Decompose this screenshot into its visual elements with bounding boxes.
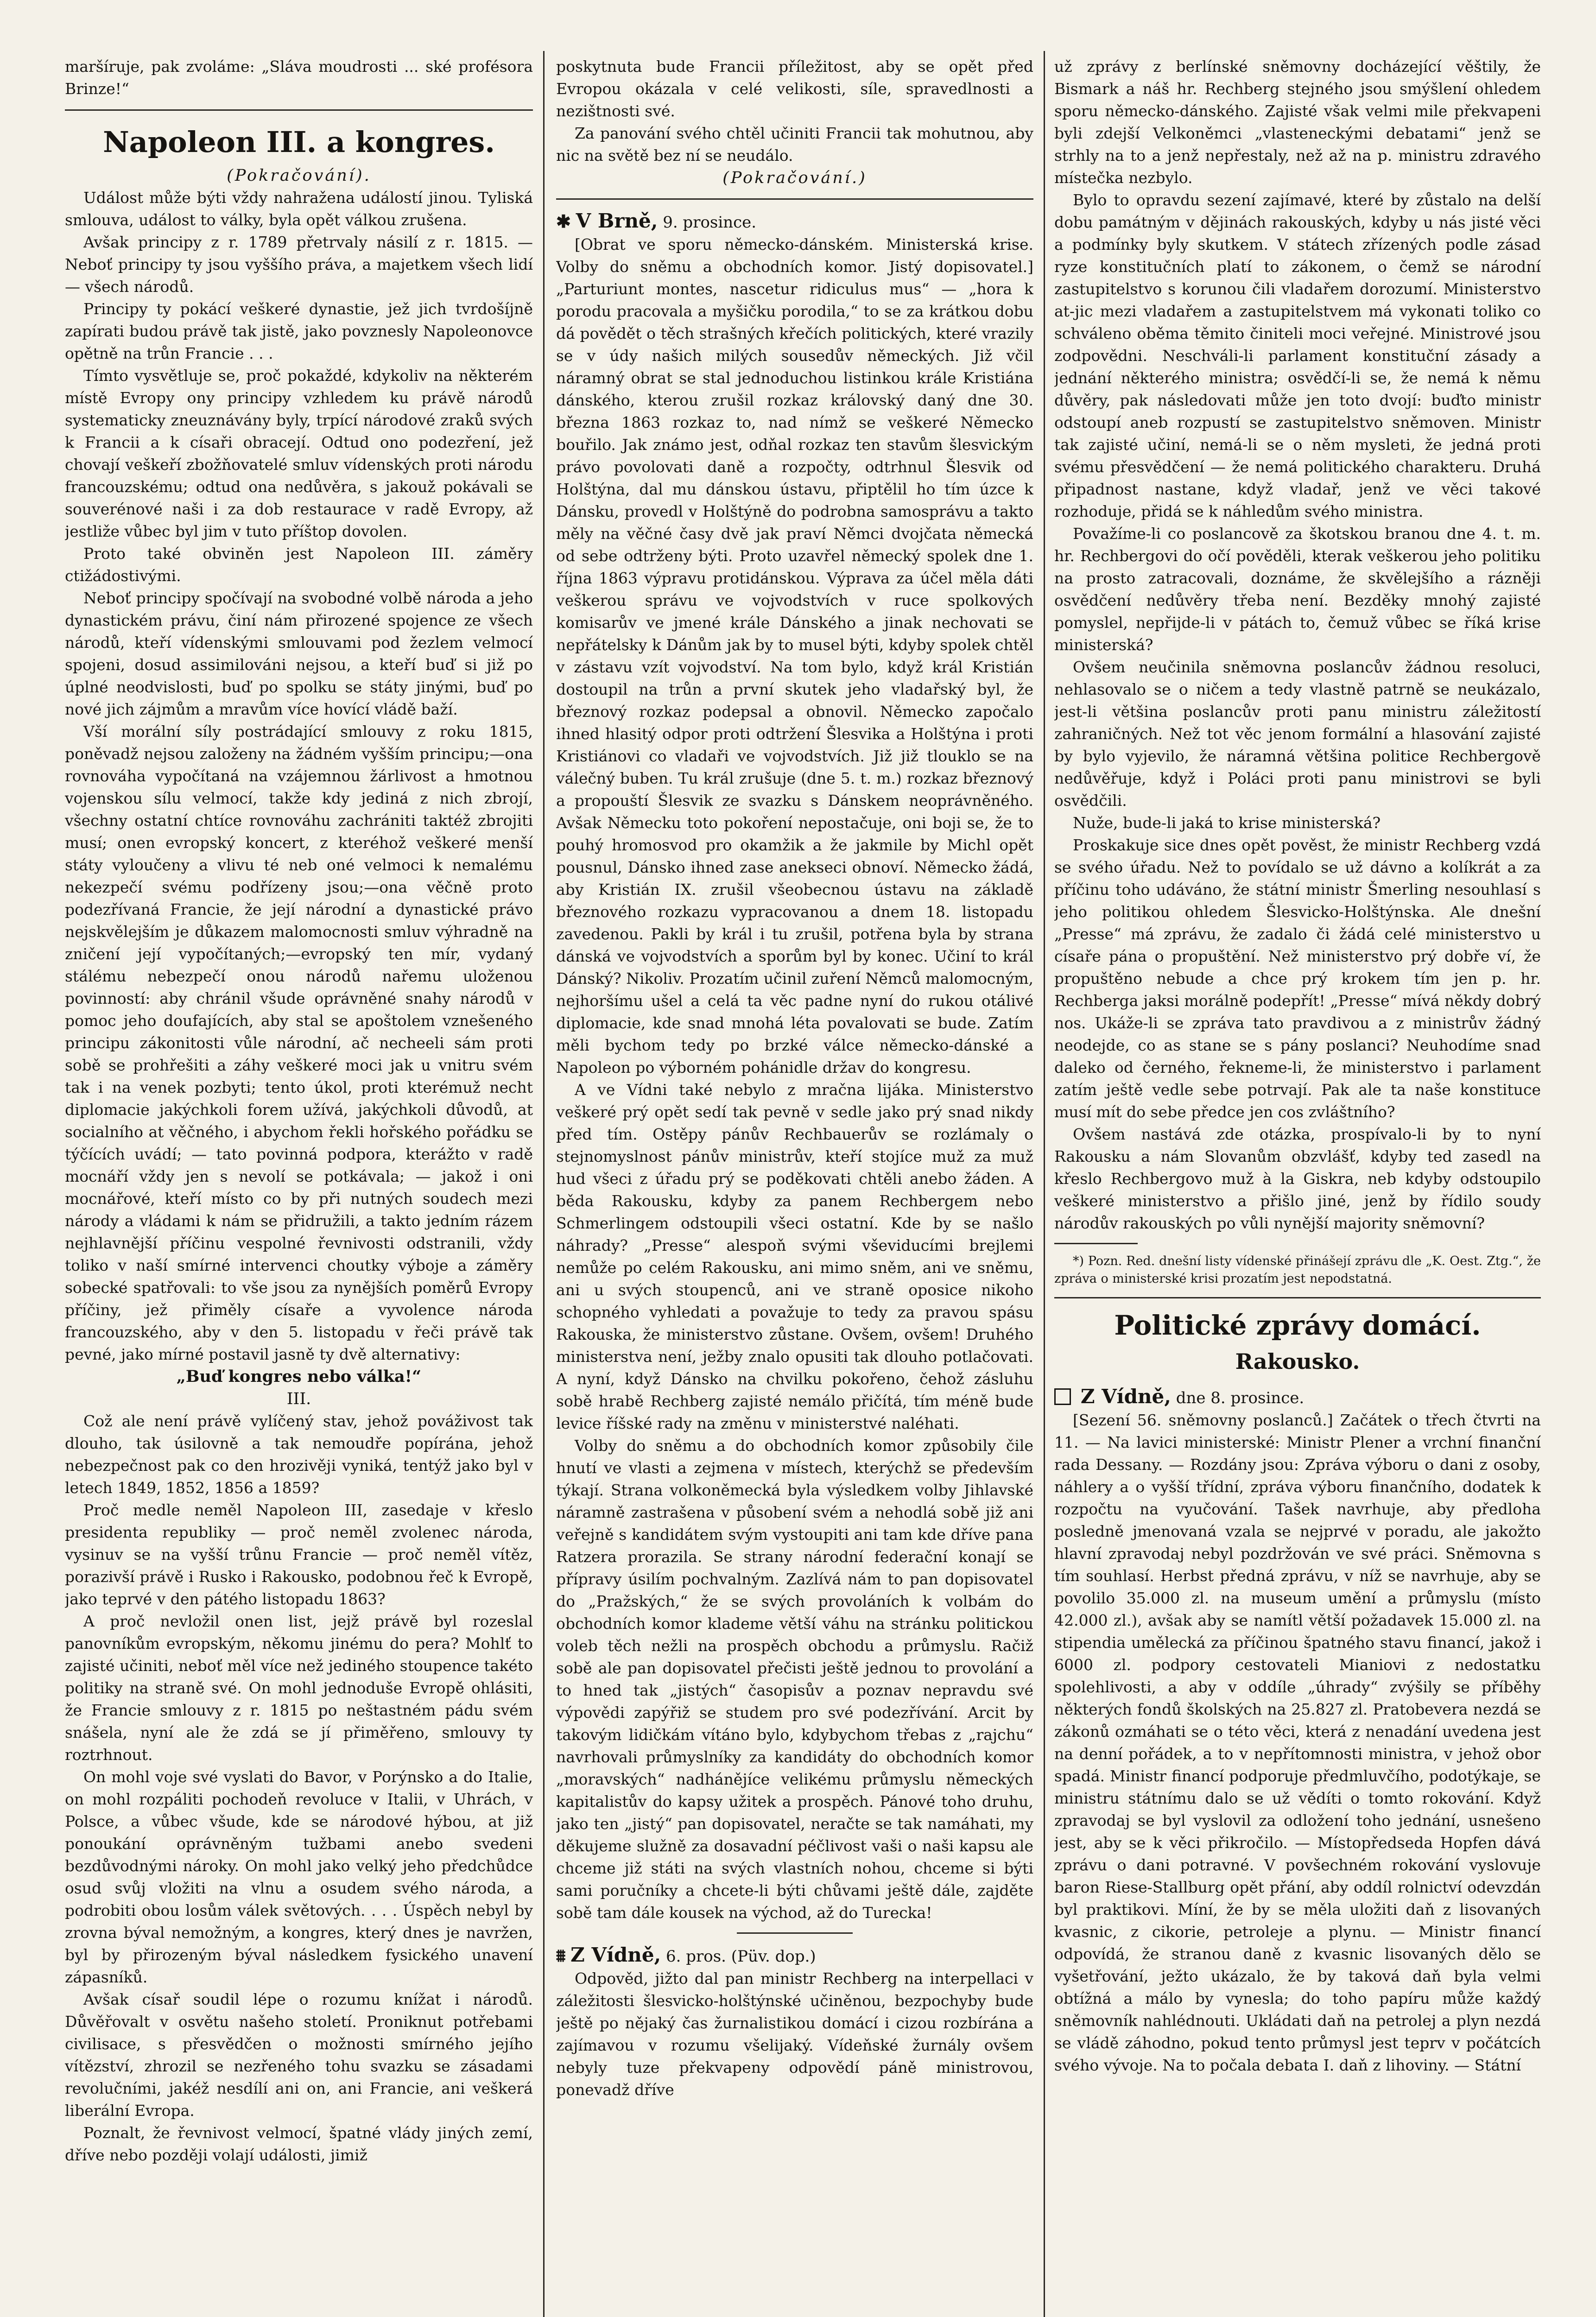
continuation-label: (Pokračování). xyxy=(227,166,371,185)
paragraph: Neboť principy spočívají na svobodné volbě národa a jeho dynastickém právu, činí nám přirozené spojence ze všech národů, kteří vídenskými smlouvami pod žezlem velmocí spojeni, dosud assimilováni nejsou, a kteří buď si již po úplné neodvislosti, buď po spolku se státy jinými, buď po nové jich zájmům a mravům více hovící vládě baží. xyxy=(65,589,533,718)
dateline-vienna xyxy=(556,1944,1033,1968)
paragraph: Za panování svého chtěl učiniti Francii tak mohutnou, aby nic na světě bez ní se neudálo. xyxy=(556,124,1033,165)
dateline-place: Z Vídně, xyxy=(570,1943,661,1966)
section-numeral: III. xyxy=(286,1390,311,1408)
dateline-place: V Brně, xyxy=(576,209,658,232)
paragraph: Avšak císař soudil lépe o rozumu knížat i národů. Důvěřovalt v osvětu našeho století. Proniknut potřebami civilisace, s přesvědčen o možnosti smírného jejího vítězství, zhrozil se nezřeného tohu svazku se zásadami revolučními, jakéž nesdílí ani on, ani Francie, ani veškerá liberální Evropa. xyxy=(65,1990,533,2120)
paragraph: už zprávy z berlínské sněmovny docházející věštily, že Bismark a náš hr. Rechberg stejného jsou smýšlení ohledem sporu německo-dánského. Zajisté však velmi mile překvapeni byli zdejší Velkoněmci „vlasteneckými debatami“ jenž se strhly na to a jenž nepřestaly, než až na p. ministru zdravého místečka nezbylo. xyxy=(1054,57,1541,187)
paragraph: Proč medle neměl Napoleon III, zasedaje v křeslo presidenta republiky — proč neměl zvolenec národa, vysinuv se na vyšší trůnu Francie — proč neměl vítěz, porazivší právě i Rusko i Rakousko, podobnou řeč k Evropě, jako teprvé v den pátého listopadu 1863? xyxy=(65,1501,533,1608)
slogan: „Buď kongres nebo válka!“ xyxy=(176,1367,422,1386)
subhead-austria: Rakousko. xyxy=(1235,1349,1360,1374)
paragraph: Principy ty pokácí veškeré dynastie, jež jich tvrdošíjně zapírati budou právě tak jistě, jako povznesly Napoleonovce opětně na trůn Francie . . . xyxy=(65,300,533,362)
paragraph: Ovšem nastává zde otázka, prospívalo-li by to nyní Rakousku a nám Slovanům obzvlášť, kdyby ted zasedl na křeslo Rechbergovo muž à la Giskra, neb kdyby odstoupilo veškeré ministerstvo a přišlo jiné, jenž by řídilo soudy národův rakouských po vůli nynější majority sněmovní? xyxy=(1054,1125,1541,1232)
paragraph: [Obrat ve sporu německo-dánském. Ministerská krise. Volby do sněmu a obchodních komor. Jistý dopisovatel.] „Parturiunt montes, nascetur ridiculus mus“ — „hora k porodu pracovala a myšičku porodila,“ to se za krátkou dobu dá povědět o těch strašných křečích politických, které vrazily se v údy našich milých sousedův německých. Již včil náramný obrat se stal jednoduchou listinkou krále Kristiána dánského, kterou zrušil rozkaz královský daný dne 30. března 1863 rozkaz to, nad nímž se veškeré Německo bouřilo. Jak známo jest, odňal rozkaz ten stavům šlesvickým právo povolovati daně a rozpočty, odtrhnul Šlesvik od Holštýna, dal mu dánskou ústavu, připtělil ho tím úzce k Dánsku, provedl v Holštýně do podrobna samosprávu a takto měly na věčné časy dvě jak praví Němci dvojčata německá od sebe odtrženy býti. Proto uzavřel německý spolek dne 1. října 1863 výpravu protidánskou. Výprava za účel měla dáti veškerou správu ve vojvodstvích v ruce spolkových komisarův ve jmené krále Dánského a jinak nechovati se nepřátelsky k Dánům jak by to musel býti, kdyby spolek chtěl v zástavu vzít vojvodství. Na tom bylo, když král Kristián dostoupil na trůn a první skutek jeho vladařský byl, že březnový rozkaz podepsal a obnovil. Německo započalo ihned hlasitý odpor proti odtržení Šlesvika a Holštýna i proti Kristiánovi co vladaři ve vojvodstvích. Již již tlouklo se na válečný buben. Tu král zrušuje (dne 5. t. m.) rozkaz březnový a propouští Šlesvik ze svazku s Dánskem neoprávněného. Avšak Německu toto pokoření nepostačuje, oni boji se, že to pouhý hromosvod pro okamžik a že jakmile by Michl opět pousnul, Dánsko ihned zase anekseci obnoví. Německo žádá, aby Kristián IX. zrušil všeobecnou ústavu na základě březnového rozkazu vypracovanou a dnem 18. listopadu zavedenou. Pakli by král i tu zrušil, potřena byla by strana dánská ve vojvodstvích a sporům byl by konec. Učiní to král Dánský? Nikoliv. Prozatím učinil zuření Němců malomocným, nejhoršímu ušel a celá ta věc padne nyní do rukou otálivé diplomacie, kde snad mnohá léta povalovati se bude. Zatím měli bychom tedy po brzké válce německo-dánské a Napoleon po výborném pohánidle držav do kongresu. xyxy=(556,235,1033,1076)
column-rule-1 xyxy=(543,51,545,2317)
paragraph: Volby do sněmu a do obchodních komor způsobily čile hnutí ve vlasti a zejmena v místech, kterýchž se především týkají. Strana volkoněmecká byla výsledkem volby Jihlavské náramně zastrašena v působení svém a nehodlá sobě již ani veřejně s kandidátem svým vystoupiti ani tam kde dříve pana Ratzera prorazila. Se strany národní federační konají se přípravy úsilím pochvalným. Zazlívá nám to pan dopisovatel do „Pražských,“ že se svých provoláních k volbám do obchodních komor klademe větší váhu na stránku politickou voleb těch nežli na prospěch obchodu a průmyslu. Račiž sobě ale pan dopisovatel přečisti ještě jednou to provolání a to hned tak „jistých“ časopisův a poznav nepravdu své výpovědi zapýřiž se studem pro své podezřívání. Arcit by takovým lidičkám vítáno bylo, kdybychom třebas z „rajchu“ navrhovali průmyslníky za kandidáty do obchodních komor „moravských“ nadhánějíce velikému průmyslu německých kapitalistův do kapsy užitek a prospěch. Pánové toho druhu, jako ten „jistý“ pan dopisovatel, neračte se tak namáhati, my děkujeme služně za dosavadní péčlivost vaši o naši kapsu ale chceme již státi na svých vlastních nohou, chceme si býti sami poručníky a chcete-li býti chůvami ještě dále, zajděte sobě tam dále kousek na východ, až do Turecka! xyxy=(556,1437,1033,1922)
paragraph: Což ale není právě vylíčený stav, jehož pováživost tak dlouho, tak úsilovně a tak nemoudře popírána, jehož nebezpečnost pak co den hrozivěji vyniká, tentýž jako byl v letech 1849, 1852, 1856 a 1859? xyxy=(65,1412,533,1497)
column-2 xyxy=(556,56,1033,2317)
section-divider xyxy=(1054,1297,1541,1298)
paragraph: Považíme-li co poslancově za škotskou branou dne 4. t. m. hr. Rechbergovi do očí pověděli, kterak veškerou jeho politiku na prosto zatracovali, doznáme, že skvělejšího a rázněji osvědčení nedůvěry třeba není. Bezděky mnohý zajisté pomyslel, nepřijde-li v pátách to, čemuž vůbec se říká krise ministerská? xyxy=(1054,525,1541,654)
article-divider xyxy=(65,109,533,111)
article-title-napoleon: Napoleon III. a kongres. xyxy=(103,125,495,159)
continuation-label: (Pokračování.) xyxy=(722,169,867,187)
intro-fragment: maršíruje, pak zvoláme: „Sláva moudrosti ... ské profésora Brinze!“ xyxy=(65,57,533,98)
dateline-place: Z Vídně, xyxy=(1080,1385,1171,1408)
paragraph: poskytnuta bude Francii příležitost, aby se opět před Evropou okázala v celé velikosti, síle, spravedlnosti a nezištnosti své. xyxy=(556,57,1033,120)
article-divider xyxy=(556,198,1033,200)
paragraph: Nuže, bude-li jaká to krise ministerská? xyxy=(1073,814,1381,832)
paragraph: Událost může býti vždy nahražena událostí jinou. Tyliská smlouva, událost to války, byla opět válkou zrušena. xyxy=(65,189,533,229)
square-icon xyxy=(1054,1388,1071,1405)
paragraph: On mohl voje své vyslati do Bavor, v Porýnsko a do Italie, on mohl rozpáliti pochodeň revoluce v Italii, v Uhrách, v Polsce, a vůbec všude, kde se národové hýbou, at již ponoukání oprávněným tužbami anebo svedeni bezdůvodnými nároky. On mohl jako velký jeho předchůdce osud svůj vložiti na vlnu a osudem svého národa, a podrobiti obou losům válek světových. . . . Úspěch nebyl by zrovna býval nemožným, a kongres, který dnes je navržen, byl by přirozeným býval následkem fysického unavení zápasníků. xyxy=(65,1768,533,1986)
paragraph: Poznalt, že řevnivost velmocí, špatné vlády jiných zemí, dříve nebo později volají události, jimiž xyxy=(65,2124,533,2164)
dateline-date: 9. prosince. xyxy=(663,213,757,232)
paragraph: Odpověd, jižto dal pan ministr Rechberg na interpellaci v záležitosti šlesvicko-holštýnské učiněnou, bezpochyby bude ještě po nějaký čas žurnalistikou domácí i cizou rozbírána a zajímavou v rozumu všelijaký. Vídeňské žurnály ovšem nebyly tuze překvapeny odpovědí páně ministrovou, ponevadž dříve xyxy=(556,1969,1033,2099)
star-icon: ✱ xyxy=(556,211,571,232)
footnote: *) Pozn. Red. dnešní listy vídenské přinášejí zprávu dle „K. Oest. Ztg.“, že zpráva o ministerské krisi prozatím jest nepodstatná. xyxy=(1054,1254,1541,1286)
column-1 xyxy=(65,56,533,2317)
column-rule-2 xyxy=(1044,51,1045,2317)
footnote-rule xyxy=(1054,1243,1138,1244)
section-title-domestic: Politické zprávy domácí. xyxy=(1114,1310,1481,1341)
paragraph: Bylo to opravdu sezení zajímavé, které by zůstalo na delší dobu památným v dějinách rakouských, kdyby u nás jisté věci a podmínky byly skutkem. V státech zřízených podle zásad ryze konstitučních platí to zákonem, o čemž se národní zastupitelstvo s korunou čili vladařem dorozumí. Ministerstvo at-jic mezi vladařem a zastupitelstvem má vykonati toliko co schváleno oběma těmito činiteli moci veřejné. Ministrové jsou zodpovědni. Neschváli-li parlament konstituční zásady a jednání některého ministra; osvědčí-li se, že nemá k němu důvěry, pak následovati může jen toto dvojí: buďto ministr odstoupí aneb rozpustí se zastupitelstvo sněmoven. Ministr tak zajisté učiní, nemá-li se o něm mysleti, že jedná proti svému přesvědčení — že nemá politického charakteru. Druhá připadnost nastane, když vladař, jenž ve věci takové rozhoduje, přidá se k náhledům svého ministra. xyxy=(1054,191,1541,520)
paragraph: Vší morální síly postrádající smlouvy z roku 1815, poněvadž nejsou založeny na žádném vyšším principu;—ona rovnováha vypočítaná na vzájemnou žárlivost a hmotnou vojenskou sílu velmocí, takže kdy jediná z nich zbrojí, všechny ostatní chtíce rovnováhu zachrániti taktéž zbrojiti musí; onen evropský koncert, z kteréhož veškeré menší státy vyloučeny a vlivu té neb oné velmoci k nemalému nekezpečí svému podřízeny jsou;—ona věčně proto podezřívaná Francie, že její národní a dynastické právo nejskvělejším je důkazem malomocnosti smluv výhradně na zničení její vypočítaných;—evropský ten mír, vydaný stálému nebezpečí onou národů nařemu uloženou povinností: aby chránil všude oprávněné snahy národů v pomoc jeho doufajících, aby stal se apoštolem vznešeného principu zákonitosti vůle národní, ač necheeli sám proti sobě se prohřešiti a záhy veškeré moci jak u vnitru svém tak i na venek pozbyti; tento úkol, proti kterémuž necht diplomacie jakýchkoli forem užívá, jakýchkoli důvodů, at socialního at věčného, i abychom řekli hořského pořádku se týčících uvádí; — tato povinná podpora, kterážto v radě mocnáří vždy jen s nevolí se potkávala; — jakož i oni mocnářové, kteří místo co by při nutných soudech mezi národy a vládami k nám se přidružili, a takto jedním rázem nejhlavnější příčinu vespolné řevnivosti odstranili, vždy toliko v naší smírné intervenci choutky výboje a záměry sobecké spatřovali: to vše jsou za nynějších poměrů Evropy příčiny, jež přiměly císaře a vyvolence národa francouzského, aby v den 5. listopadu v řeči právě tak pevné, jako mírné postavil jasně ty dvě alternativy: xyxy=(65,722,533,1363)
paragraph: Tímto vysvětluje se, proč pokaždé, kdykoliv na některém místě Evropy ony principy vzhledem ku právě národů systematicky zneuznávány byly, trpící národové zraků svých k Francii a k císaři obracejí. Odtud ono podezření, jež chovají veškeří zbožňovatelé smluv vídenských proti národu francouzskému; odtud ona nedůvěra, s jakouž pokávali se souverénové naši i za dob restaurace v radě Evropy, až jestliže vůbec byl jim v tuto příštop dovolen. xyxy=(65,367,533,540)
paragraph: [Sezení 56. sněmovny poslanců.] Začátek o třech čtvrti na 11. — Na lavici ministerské: Ministr Plener a vrchní finanční rada Dessany. — Rozdány jsou: Zpráva výboru o dani z osoby, náhlery a o vyšší třídní, zpráva výboru finančního, dodatek k rozpočtu na vyučování. Tašek navrhuje, aby předloha posledně jmenovaná vzala se nejprvé v poradu, ale jakožto hlavní zpravodaj nebyl pozdržován ve své práci. Sněmovna s tím souhlasí. Herbst předná zprávu, v níž se navrhuje, aby se povolilo 35.000 zl. na museum umění a průmyslu (místo 42.000 zl.), avšak aby se namítl větší požadavek 15.000 zl. na stipendia umělecká za příčinou špatného stavu financí, jakož i 6000 zl. podpory cestovateli Mianiovi z nedostatku spolehlivosti, a aby v oddíle „úhrady“ zvýšily se příběhy některých fondů školských na 25.827 zl. Pratobevera nezdá se zákonů ozmáhati se o této věci, která z nenadání uvedena jest na denní pořádek, a to v nepřítomnosti ministra, v jehož obor spadá. Ministr financí podporuje předmluvčího, podotýkaje, se ministru státnímu dalo se už vědíti o tomto rokování. Když zpravodaj se byl vyslovil za odložení toho jednání, usnešeno jest, aby se k věci přikročilo. — Místopředseda Hopfen dává zprávu o dani potravné. V povšechném rokování vyslovuje baron Riese-Stallburg opět přání, aby oddíl rolnictví odevzdán byl praktikovi. Míní, že by se měla uložiti daň z lisovaných kvasnic, z cikorie, petroleje a plynu. — Ministr financí odpovídá, že stranou daně z kvasnic lisovaných dělo se vyšetřování, ježto ukázalo, že by taková daň byla velmi obtížná a málo by vynesla; do toho papíru může každý sněmovník nahlédnouti. Ukládati daň na petrolej a plyn nezdá se vládě záhodno, pokud tento průmysl jest teprv v počátcích svého vývoje. Na to počala debata I. daň z lihoviny. — Státní xyxy=(1054,1411,1541,2074)
paragraph: A ve Vídni také nebylo z mračna lijáka. Ministerstvo veškeré prý opět sedí tak pevně v sedle jako prý snad nikdy před tím. Ostěpy pánův Rechbauerův se rozlámaly o stejnomyslnost pánův ministrův, kteří stojíce muž za muž hud všeci z úřadu prý se poděkovati chtěli anebo žáden. A běda Rakousku, kdyby za panem Rechbergem nebo Schmerlingem odstoupili všeci ostatní. Kde by se našlo náhrady? „Presse“ alespoň svými vševiducími brejlemi nemůže po celém Rakousku, ani mimo sněm, ani ve sněmu, ani u svých stoupenců, ani ve straně oposice nikoho schopného vyhledati a považuje to tedy za pravou spásu Rakouska, že ministerstvo zůstane. Ovšem, ovšem! Druhého ministerstva není, ježby znalo opusiti tak dlouho potlačovati. A nyní, když Dánsko na chvilku pokořeno, čehož zásluhu sobě hrabě Rechberg zajisté nemálo přičítá, tím méně bude levice říšské rady na změnu v ministerstvé naléhati. xyxy=(556,1081,1033,1432)
paragraph: Ovšem neučinila sněmovna poslancův žádnou resoluci, nehlasovalo se o ničem a tedy vlastně patrně se neukázalo, jest-li většina poslancův proti panu ministru záležitostí zahraničných. Než tot věc jenom formální a hlasování zajisté by bylo vyjevilo, že náramná většina politice Rechbergově nedůvěřuje, když i Poláci proti panu ministrovi se byli osvědčili. xyxy=(1054,658,1541,810)
short-divider xyxy=(737,1932,853,1934)
paragraph: A proč nevložil onen list, jejž právě byl rozeslal panovníkům evropským, někomu jinému do pera? Mohlť to zajisté učiniti, neboť měl více než jediného stoupence takéto politiky na straně své. On mohl jednoduše Evropě ohlásiti, že Francie smlouvy z r. 1815 po neštastném pádu svém snášela, nyní ale že zdá se jí přiměřeno, smlouvy ty roztrhnout. xyxy=(65,1612,533,1764)
bridge-icon: ⩩ xyxy=(556,1945,566,1966)
dateline-vienna-8 xyxy=(1054,1386,1541,1409)
dateline-date: dne 8. prosince. xyxy=(1176,1389,1305,1407)
dateline-brno xyxy=(556,210,1033,234)
column-3 xyxy=(1054,56,1541,2317)
dateline-date: 6. pros. (Püv. dop.) xyxy=(666,1947,816,1966)
paragraph: Proskakuje sice dnes opět pověst, že ministr Rechberg vzdá se svého úřadu. Než to povídalo se už dávno a kolíkrát a za příčinu toho udáváno, že státní ministr Šmerling nesouhlasí s jeho politikou ohledem Šlesvicko-Holštýnska. Ale dnešní „Presse“ má zprávu, že zadalo či žádá celé ministerstvo u císaře pána o propuštění. Než ministerstvo prý dobře ví, že propuštěno nebude a chce prý krokem tím jen p. hr. Rechberga jaksi morálně podepřít! „Presse“ mívá někdy dobrý nos. Ukáže-li se zpráva tato pravdivou a z ministrův žádný neodejde, co as stane se s pány poslanci? Neuhodíme snad daleko od černého, řekneme-li, že ministerstvo i parlament zatím ještě vedle sebe potrvají. Pak ale ta naše konstituce musí mít do sebe předce jen cos zvláštního? xyxy=(1054,836,1541,1121)
paragraph: Avšak principy z r. 1789 přetrvaly násilí z r. 1815. — Neboť principy ty jsou vyššího práva, a majetkem všech lidí — všech národů. xyxy=(65,233,533,296)
paragraph: Proto také obviněn jest Napoleon III. záměry ctižádostivými. xyxy=(65,544,533,585)
